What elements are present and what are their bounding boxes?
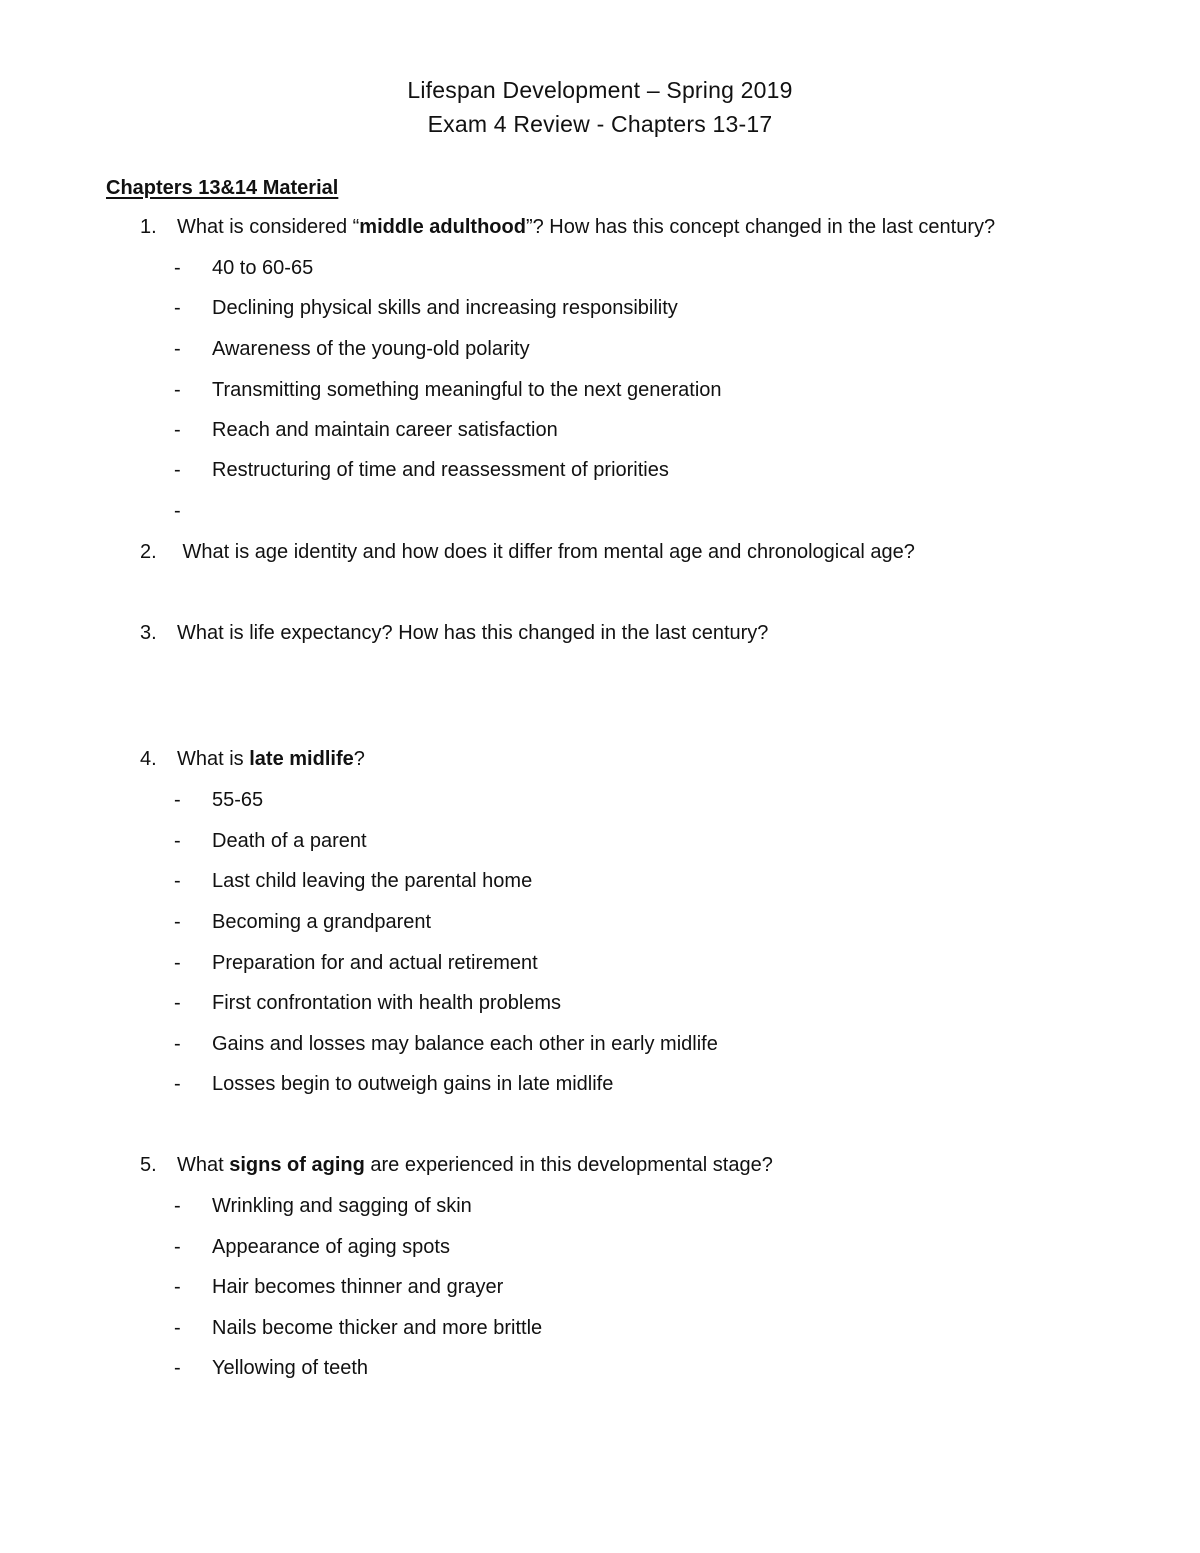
- question-text: What is: [177, 748, 250, 770]
- list-item-text: Last child leaving the parental home: [212, 870, 533, 892]
- list-item: [174, 1274, 503, 1300]
- list-item-text: Reach and maintain career satisfaction: [212, 419, 558, 441]
- list-item-text: Declining physical skills and increasing responsibility: [212, 297, 678, 319]
- dash-bullet: -: [174, 1073, 181, 1095]
- dash-bullet: -: [174, 297, 181, 319]
- list-item: [174, 336, 530, 362]
- list-item-text: Losses begin to outweigh gains in late midlife: [212, 1073, 614, 1095]
- dash-bullet: -: [174, 379, 181, 401]
- section-heading: Chapters 13&14 Material: [106, 177, 339, 199]
- list-item: [174, 1355, 368, 1381]
- list-item-text: Restructuring of time and reassessment of priorities: [212, 459, 669, 481]
- list-item-text: 55-65: [212, 789, 264, 811]
- dash-bullet: -: [174, 459, 181, 481]
- list-item-text: Appearance of aging spots: [212, 1236, 450, 1258]
- dash-bullet: -: [174, 1317, 181, 1339]
- dash-bullet: -: [174, 500, 181, 522]
- dash-bullet: -: [174, 1357, 181, 1379]
- dash-bullet: -: [174, 1195, 181, 1217]
- question-keyword: middle adulthood: [359, 216, 526, 238]
- list-item: [174, 498, 212, 524]
- question-keyword: late midlife: [249, 748, 354, 770]
- question-text: What: [177, 1154, 230, 1176]
- list-item-text: Gains and losses may balance each other in early midlife: [212, 1033, 718, 1055]
- dash-bullet: -: [174, 789, 181, 811]
- dash-bullet: -: [174, 1033, 181, 1055]
- dash-bullet: -: [174, 1276, 181, 1298]
- question-text: ?: [353, 748, 365, 770]
- list-item: [174, 255, 313, 281]
- list-item: [174, 787, 263, 813]
- document-title: Lifespan Development – Spring 2019: [407, 77, 793, 103]
- list-item-text: Wrinkling and sagging of skin: [212, 1195, 472, 1217]
- list-item-text: First confrontation with health problems: [212, 992, 562, 1014]
- list-item: [174, 990, 561, 1016]
- question-number: 4.: [140, 748, 157, 770]
- list-item: [174, 1031, 718, 1057]
- question-text: ”? How has this concept changed in the last century?: [525, 216, 996, 238]
- list-item: [174, 828, 367, 854]
- list-item-text: 40 to 60-65: [212, 257, 314, 279]
- list-item: [174, 868, 532, 894]
- list-item: [174, 950, 538, 976]
- question-text: What is considered “: [177, 216, 360, 238]
- question-number: 5.: [140, 1154, 157, 1176]
- list-item-text: Awareness of the young-old polarity: [212, 338, 530, 360]
- dash-bullet: -: [174, 952, 181, 974]
- list-item: [174, 417, 558, 443]
- list-item: [174, 1234, 450, 1260]
- dash-bullet: -: [174, 419, 181, 441]
- list-item-text: Preparation for and actual retirement: [212, 952, 538, 974]
- dash-bullet: -: [174, 257, 181, 279]
- list-item-text: Transmitting something meaningful to the next generation: [212, 379, 722, 401]
- list-item-text: Yellowing of teeth: [212, 1357, 369, 1379]
- dash-bullet: -: [174, 992, 181, 1014]
- dash-bullet: -: [174, 870, 181, 892]
- question-number: 2.: [140, 541, 157, 563]
- dash-bullet: -: [174, 911, 181, 933]
- list-item: [174, 1193, 472, 1219]
- document-subtitle: Exam 4 Review - Chapters 13-17: [427, 111, 773, 137]
- question-5: [140, 1152, 773, 1178]
- question-2: [140, 539, 915, 565]
- list-item: [174, 457, 669, 483]
- list-item-text: Death of a parent: [212, 830, 367, 852]
- dash-bullet: -: [174, 830, 181, 852]
- list-item: [174, 1315, 542, 1341]
- question-text: What is age identity and how does it differ from mental age and chronological age?: [177, 541, 915, 563]
- list-item-text: Nails become thicker and more brittle: [212, 1317, 543, 1339]
- question-4: [140, 746, 365, 772]
- question-3: [140, 620, 768, 646]
- dash-bullet: -: [174, 338, 181, 360]
- list-item: [174, 295, 678, 321]
- dash-bullet: -: [174, 1236, 181, 1258]
- list-item: [174, 909, 431, 935]
- question-1: [140, 214, 995, 240]
- question-number: 3.: [140, 622, 157, 644]
- question-text: are experienced in this developmental stage?: [364, 1154, 773, 1176]
- list-item-text: Becoming a grandparent: [212, 911, 432, 933]
- list-item-text: Hair becomes thinner and grayer: [212, 1276, 504, 1298]
- question-text: What is life expectancy? How has this changed in the last century?: [177, 622, 769, 644]
- list-item: [174, 377, 722, 403]
- question-number: 1.: [140, 216, 157, 238]
- list-item: [174, 1071, 613, 1097]
- question-keyword: signs of aging: [229, 1154, 365, 1176]
